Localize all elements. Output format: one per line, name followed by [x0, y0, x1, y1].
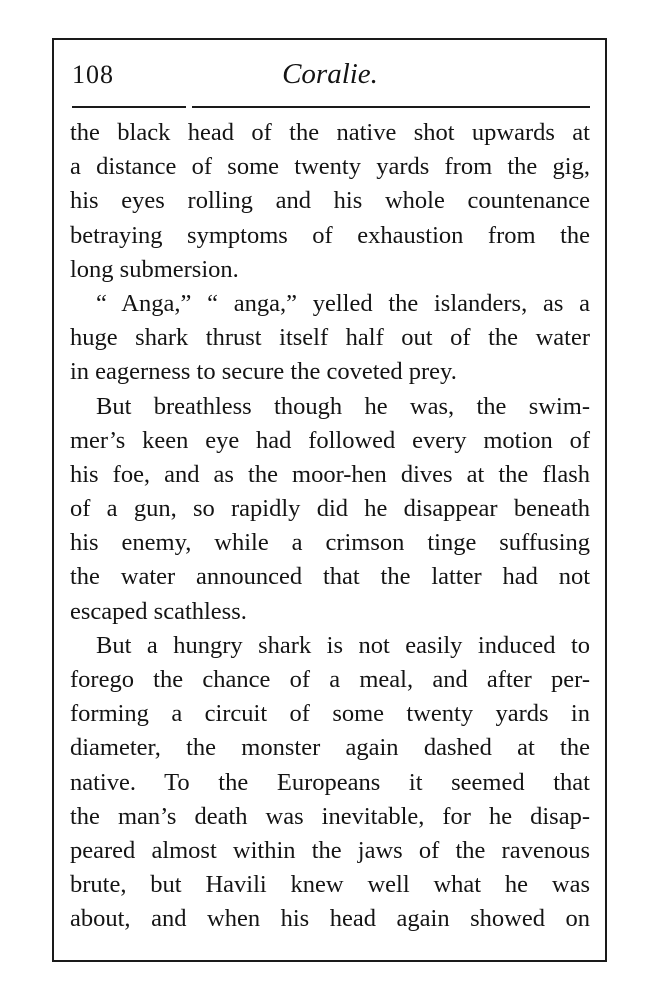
paragraph: [70, 116, 590, 287]
text-line: brute, but Havili knew well what he was: [70, 871, 590, 899]
paragraph: [70, 629, 590, 937]
text-line: the black head of the native shot upwards at: [70, 119, 590, 146]
text-line: his enemy, while a crimson tinge suffusing: [70, 529, 590, 557]
text-line: about, and when his head again showed on: [70, 905, 590, 933]
text-line: “ Anga,” “ anga,” yelled the islanders, as a: [96, 289, 590, 317]
text-line: But breathless though he was, the swim-: [96, 392, 590, 420]
text-line: betraying symptoms of exhaustion from the: [70, 221, 590, 249]
header-rule-right: [192, 106, 590, 108]
paragraph: [70, 390, 590, 629]
page-header: [70, 58, 590, 98]
text-line: in eagerness to secure the coveted prey.: [70, 358, 457, 386]
text-line: of a gun, so rapidly did he disappear beneath: [70, 495, 590, 523]
text-line: native. To the Europeans it seemed that: [70, 768, 590, 796]
text-line: forming a circuit of some twenty yards in: [70, 700, 590, 728]
text-line: his foe, and as the moor-hen dives at the flash: [70, 460, 590, 488]
paragraph: [70, 287, 590, 390]
text-line: a distance of some twenty yards from the gig,: [70, 153, 590, 181]
running-title: Coralie.: [282, 58, 378, 90]
body-text: [70, 116, 590, 937]
text-line: long submersion.: [70, 255, 239, 283]
header-rule-left: [72, 106, 186, 108]
text-line: peared almost within the jaws of the ravenous: [70, 836, 590, 864]
text-line: diameter, the monster again dashed at the: [70, 734, 590, 762]
text-line: the water announced that the latter had not: [70, 563, 590, 591]
text-line: his eyes rolling and his whole countenance: [70, 187, 590, 215]
text-line: But a hungry shark is not easily induced to: [96, 631, 590, 659]
page-number: 108: [72, 60, 114, 89]
text-line: huge shark thrust itself half out of the water: [70, 324, 590, 352]
text-line: the man’s death was inevitable, for he disap-: [70, 802, 590, 830]
text-line: forego the chance of a meal, and after per-: [70, 666, 590, 693]
text-line: escaped scathless.: [70, 597, 247, 625]
text-line: mer’s keen eye had followed every motion of: [70, 426, 590, 454]
